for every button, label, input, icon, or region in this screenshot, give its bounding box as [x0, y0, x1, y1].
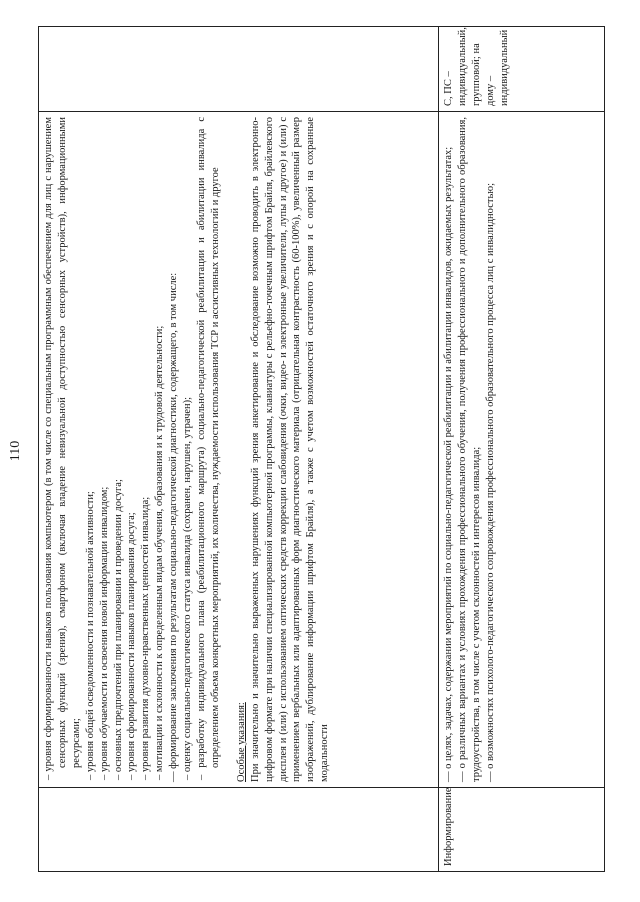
- list-item: — о возможностях психолого-педагогического сопровождения профессионального образовательного процесса лиц с инвалидностью;: [484, 183, 496, 782]
- list-item: – уровня общей осведомленности и познавательной активности;: [84, 491, 96, 780]
- list-item: – основных предпочтений при планировании и проведении досуга;: [112, 479, 124, 780]
- service-table: [38, 26, 605, 872]
- row2-forms-cell: С, ПС – индивидуальный, групповой; на дому – индивидуальный: [439, 27, 605, 112]
- list-item: — о целях, задачах, содержании мероприятий по социально-педагогической реабилитации и абилитации инвалидов, ожидаемых результатах;: [443, 146, 454, 782]
- special-text: При значительно и значительно выраженных нарушениях функций зрения анкетирование и обследование возможно проводить в электронно-цифровом формате при наличии специализированной компьютерной программы, клавиатуры с рельефно-точечным шрифтом Брайля, брайлевского дисплея и (или) с использованием оптических средств коррекции слабовидения (очки, видео- и электронные увеличители, лупы и другое) и (или) с применением вербальных или адаптированных форм диагностического материала (отрицательная контрастность (60-100%), увеличенный размер изображений, дублирование информации шрифтом Брайля), а также с учетом возможностей остаточного зрения и с опорой на сохранные модальности: [249, 117, 331, 782]
- list-item: – уровня развития духовно-нравственных ценностей инвалида;: [140, 496, 152, 780]
- list-item: – уровня обучаемости и освоения новой информации инвалидом;: [98, 486, 110, 780]
- list-item: — формирование заключения по результатам социально-педагогической диагностики, содержащего, в том числе:: [168, 272, 180, 782]
- list-item: – оценку социально-педагогического статуса инвалида (сохранен, нарушен, утрачен);: [182, 396, 194, 780]
- list-item: – уровня сформированности навыков планирования досуга;: [126, 512, 138, 780]
- list-item: — о различных вариантах и условиях прохождения профессионального обучения, получения профессионального и дополнительного образования, трудоустройства, в том числе с учетом склонностей и интересов инвалида;: [456, 117, 482, 782]
- row1-forms-cell: [39, 27, 439, 112]
- list-item: – мотивации и склонности к определенным видам обучения, образования и к трудовой деятельности;: [154, 325, 166, 780]
- table-row: [39, 27, 439, 872]
- row2-content-cell: [439, 112, 605, 788]
- page-number: 110: [8, 440, 23, 462]
- row1-content-cell: [39, 112, 439, 788]
- row2-label-cell: Информирование: [439, 788, 605, 872]
- row1-label-cell: [39, 788, 439, 872]
- special-heading: Особые указания:: [235, 702, 247, 782]
- list-item: – разработку индивидуального плана (реабилитационного маршрута) социально-педагогической реабилитации и абилитации инвалида с определением объема конкретных мероприятий, их количества, нуждаемости использования ТСР и ассистивных технологий и другое: [195, 117, 221, 780]
- list-item: – уровня сформированности навыков пользования компьютером (в том числе со специальным программным обеспечением для лиц с нарушением сенсорных функций (зрения), смартфоном (включая владение невизуальной доступностью сенсорных устройств), информационными ресурсами;: [43, 117, 82, 780]
- table-row: [439, 27, 605, 872]
